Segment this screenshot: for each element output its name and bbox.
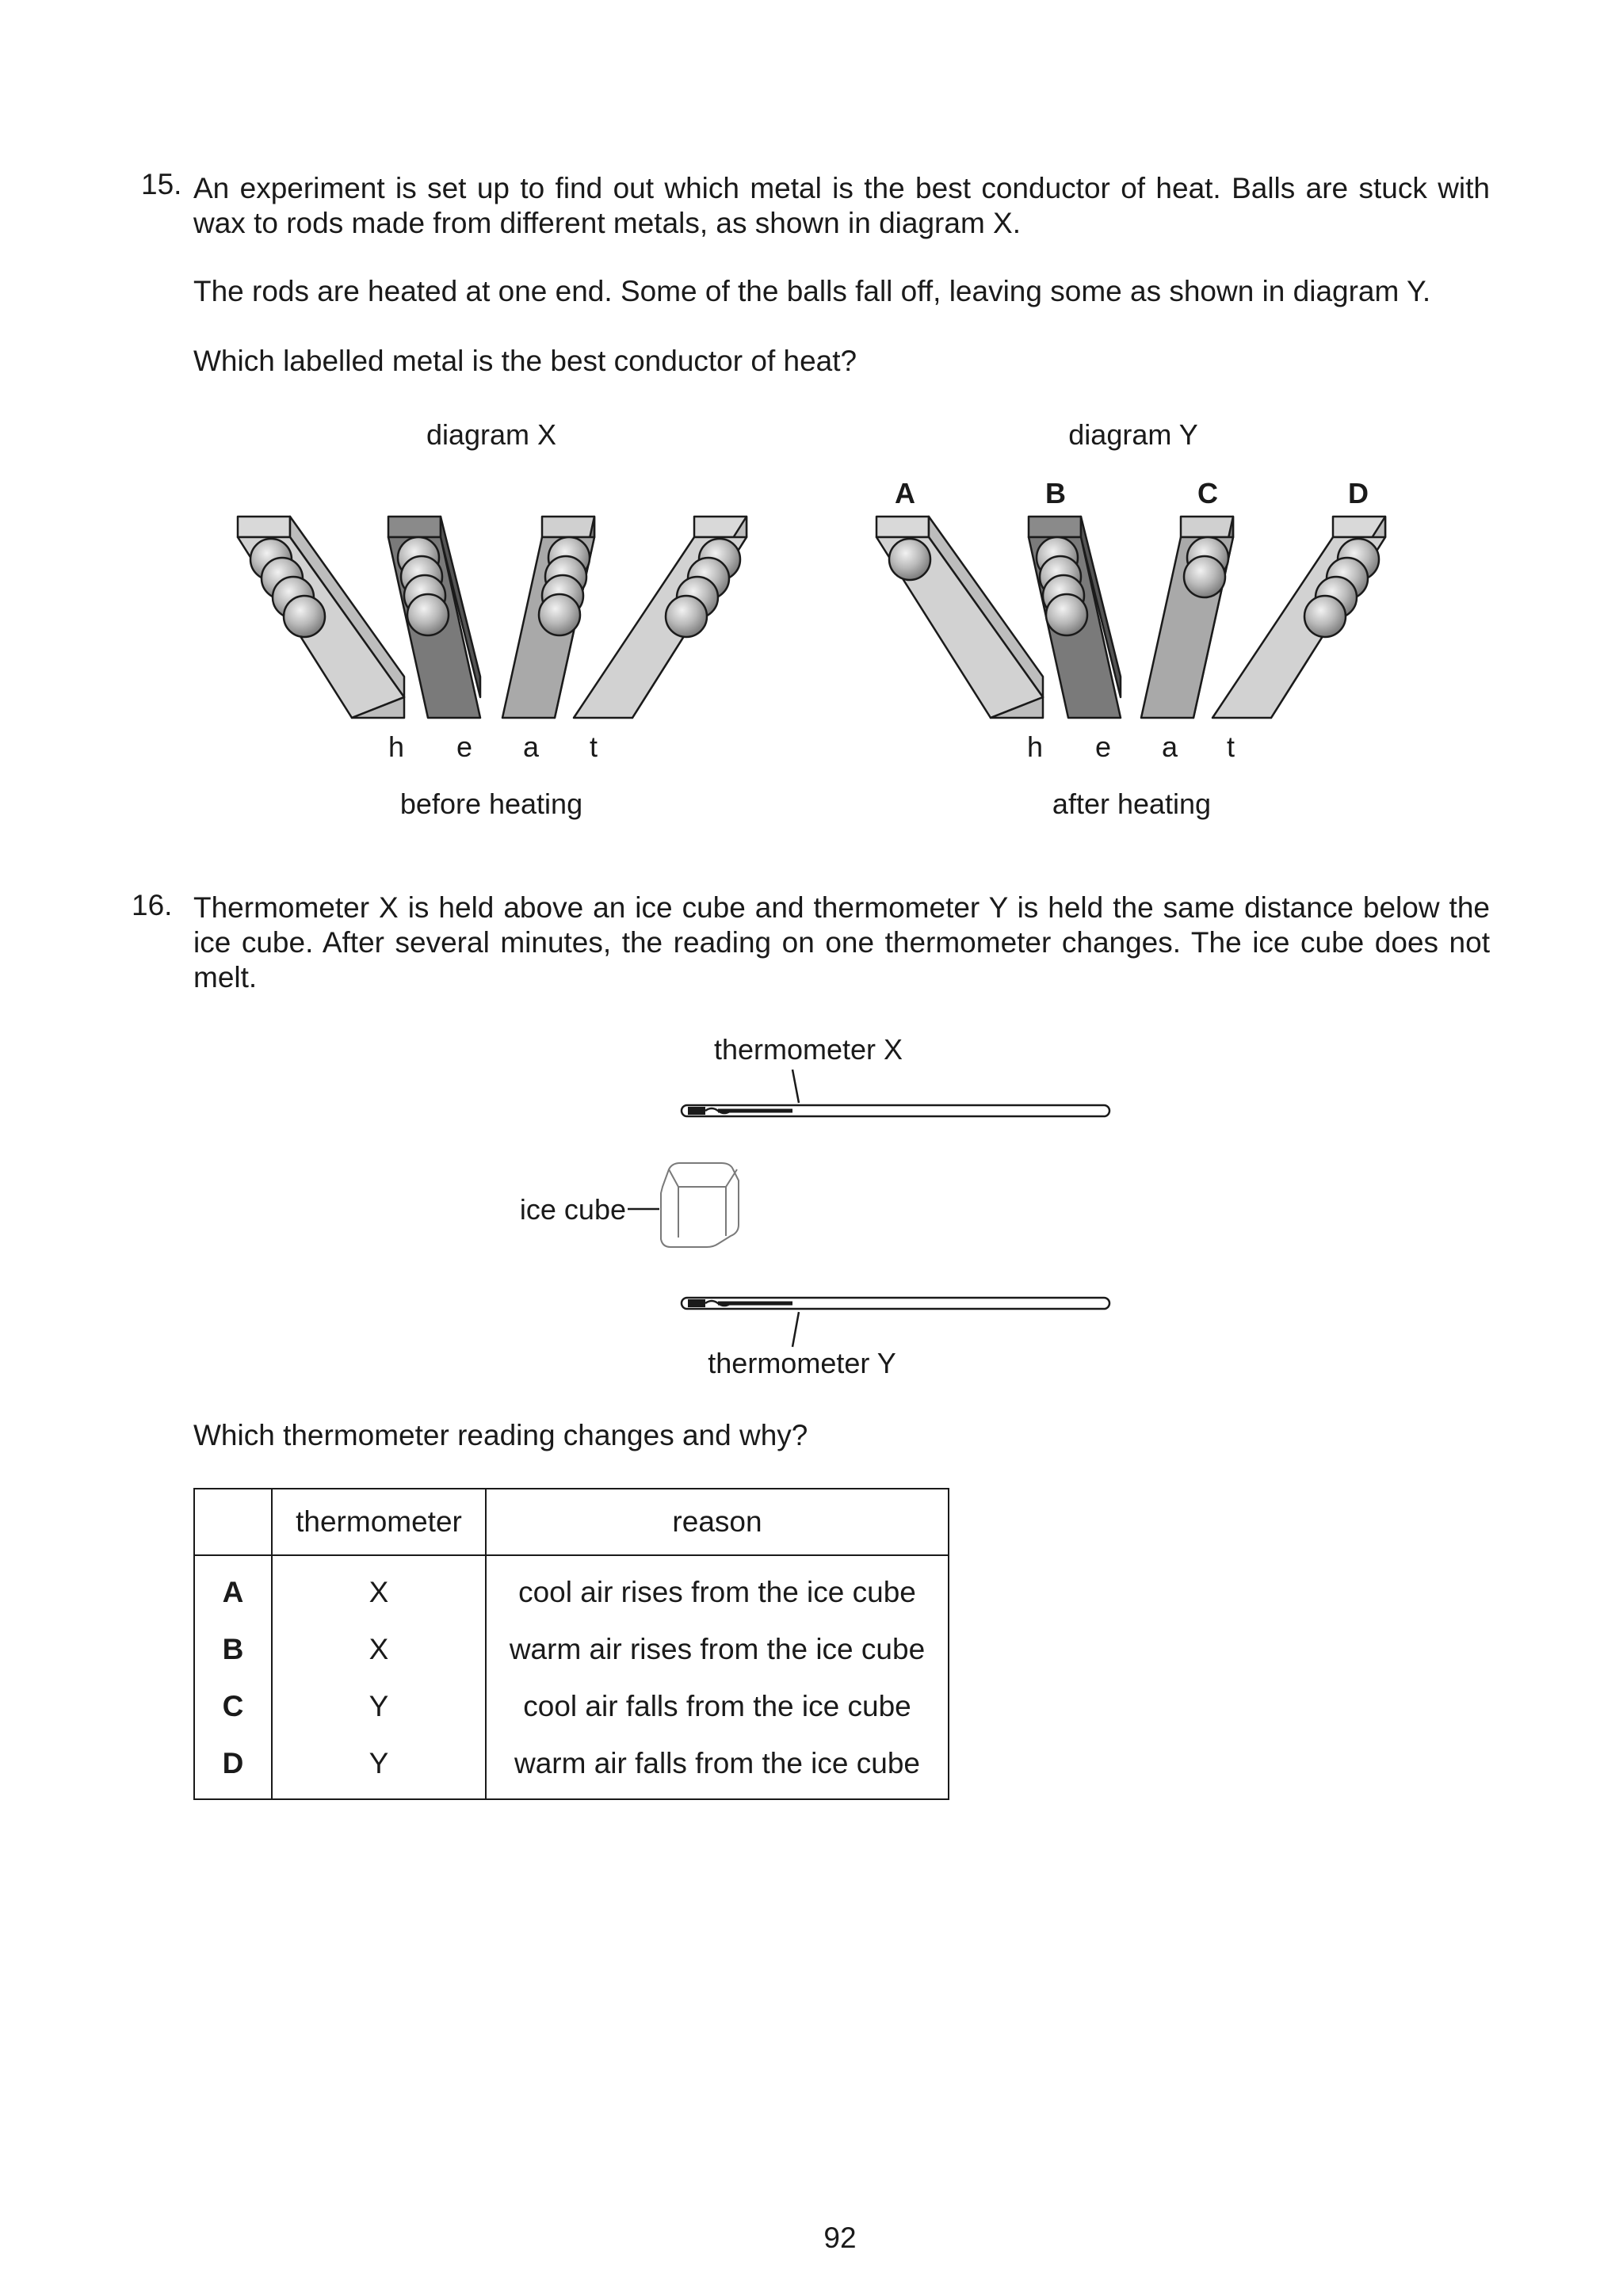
option-reason: warm air rises from the ice cube [509, 1633, 926, 1665]
option-reason: cool air rises from the ice cube [518, 1576, 916, 1608]
question-15-intro: An experiment is set up to find out which metal is the best conductor of heat. Balls are stuck with wax to rods made from different metals, as shown in diagram X. [193, 172, 1490, 239]
option-thermometer: X [272, 1621, 486, 1678]
diagram-x-heat-e: e [456, 730, 473, 763]
diagram-y-heat-h: h [1027, 730, 1044, 763]
page-number: 92 [823, 2222, 857, 2254]
table-row [194, 1621, 949, 1678]
thermometer-x [682, 1105, 1109, 1116]
table-row [194, 1735, 949, 1799]
diagram-y-label-b: B [1045, 477, 1066, 509]
question-16-number: 16. [132, 889, 173, 921]
question-16-intro: Thermometer X is held above an ice cube and thermometer Y is held the same distance below the ice cube. After several minutes, the reading on one thermometer changes. The ice cube does not melt. [193, 891, 1490, 994]
table-header-thermometer: thermometer [272, 1489, 486, 1555]
option-reason: cool air falls from the ice cube [523, 1690, 911, 1722]
option-reason: warm air falls from the ice cube [514, 1747, 920, 1779]
diagram-y-heat-e: e [1095, 730, 1112, 763]
table-row [194, 1555, 949, 1621]
diagram-x-caption: before heating [399, 788, 583, 820]
answer-options-table [193, 1488, 949, 1800]
option-letter: D [194, 1735, 272, 1799]
question-15-heating-text: The rods are heated at one end. Some of the balls fall off, leaving some as shown in diagram Y. [193, 275, 1431, 307]
diagram-x-title: diagram X [426, 418, 557, 451]
diagram-x-heat-h: h [388, 730, 405, 763]
diagram-y-label-c: C [1197, 477, 1218, 509]
diagram-x-heat-t: t [590, 730, 598, 763]
table-header-option [194, 1489, 272, 1555]
option-letter: B [194, 1621, 272, 1678]
table-header-reason: reason [486, 1489, 949, 1555]
question-15-prompt: Which labelled metal is the best conductor of heat? [193, 345, 857, 377]
question-16-prompt: Which thermometer reading changes and why? [193, 1419, 808, 1451]
table-header-row [194, 1489, 949, 1555]
option-letter: A [194, 1555, 272, 1621]
question-15-number: 15. [141, 168, 182, 200]
table-row [194, 1678, 949, 1735]
option-thermometer: Y [272, 1678, 486, 1735]
diagram-y-title: diagram Y [1068, 418, 1198, 451]
thermometer-y [682, 1298, 1109, 1309]
thermometer-y-label: thermometer Y [708, 1347, 896, 1379]
option-thermometer: Y [272, 1735, 486, 1799]
diagram-y-caption: after heating [1052, 788, 1212, 820]
thermometer-x-label: thermometer X [713, 1033, 903, 1066]
diagram-y-heat-a: a [1162, 730, 1178, 763]
option-thermometer: X [272, 1555, 486, 1621]
diagram-y-heat-t: t [1227, 730, 1235, 763]
diagram-y-label-a: A [895, 477, 915, 509]
ice-cube-label: ice cube [519, 1193, 626, 1226]
ice-cube [661, 1163, 739, 1247]
diagram-y-label-d: D [1348, 477, 1369, 509]
option-letter: C [194, 1678, 272, 1735]
diagram-x-heat-a: a [523, 730, 540, 763]
